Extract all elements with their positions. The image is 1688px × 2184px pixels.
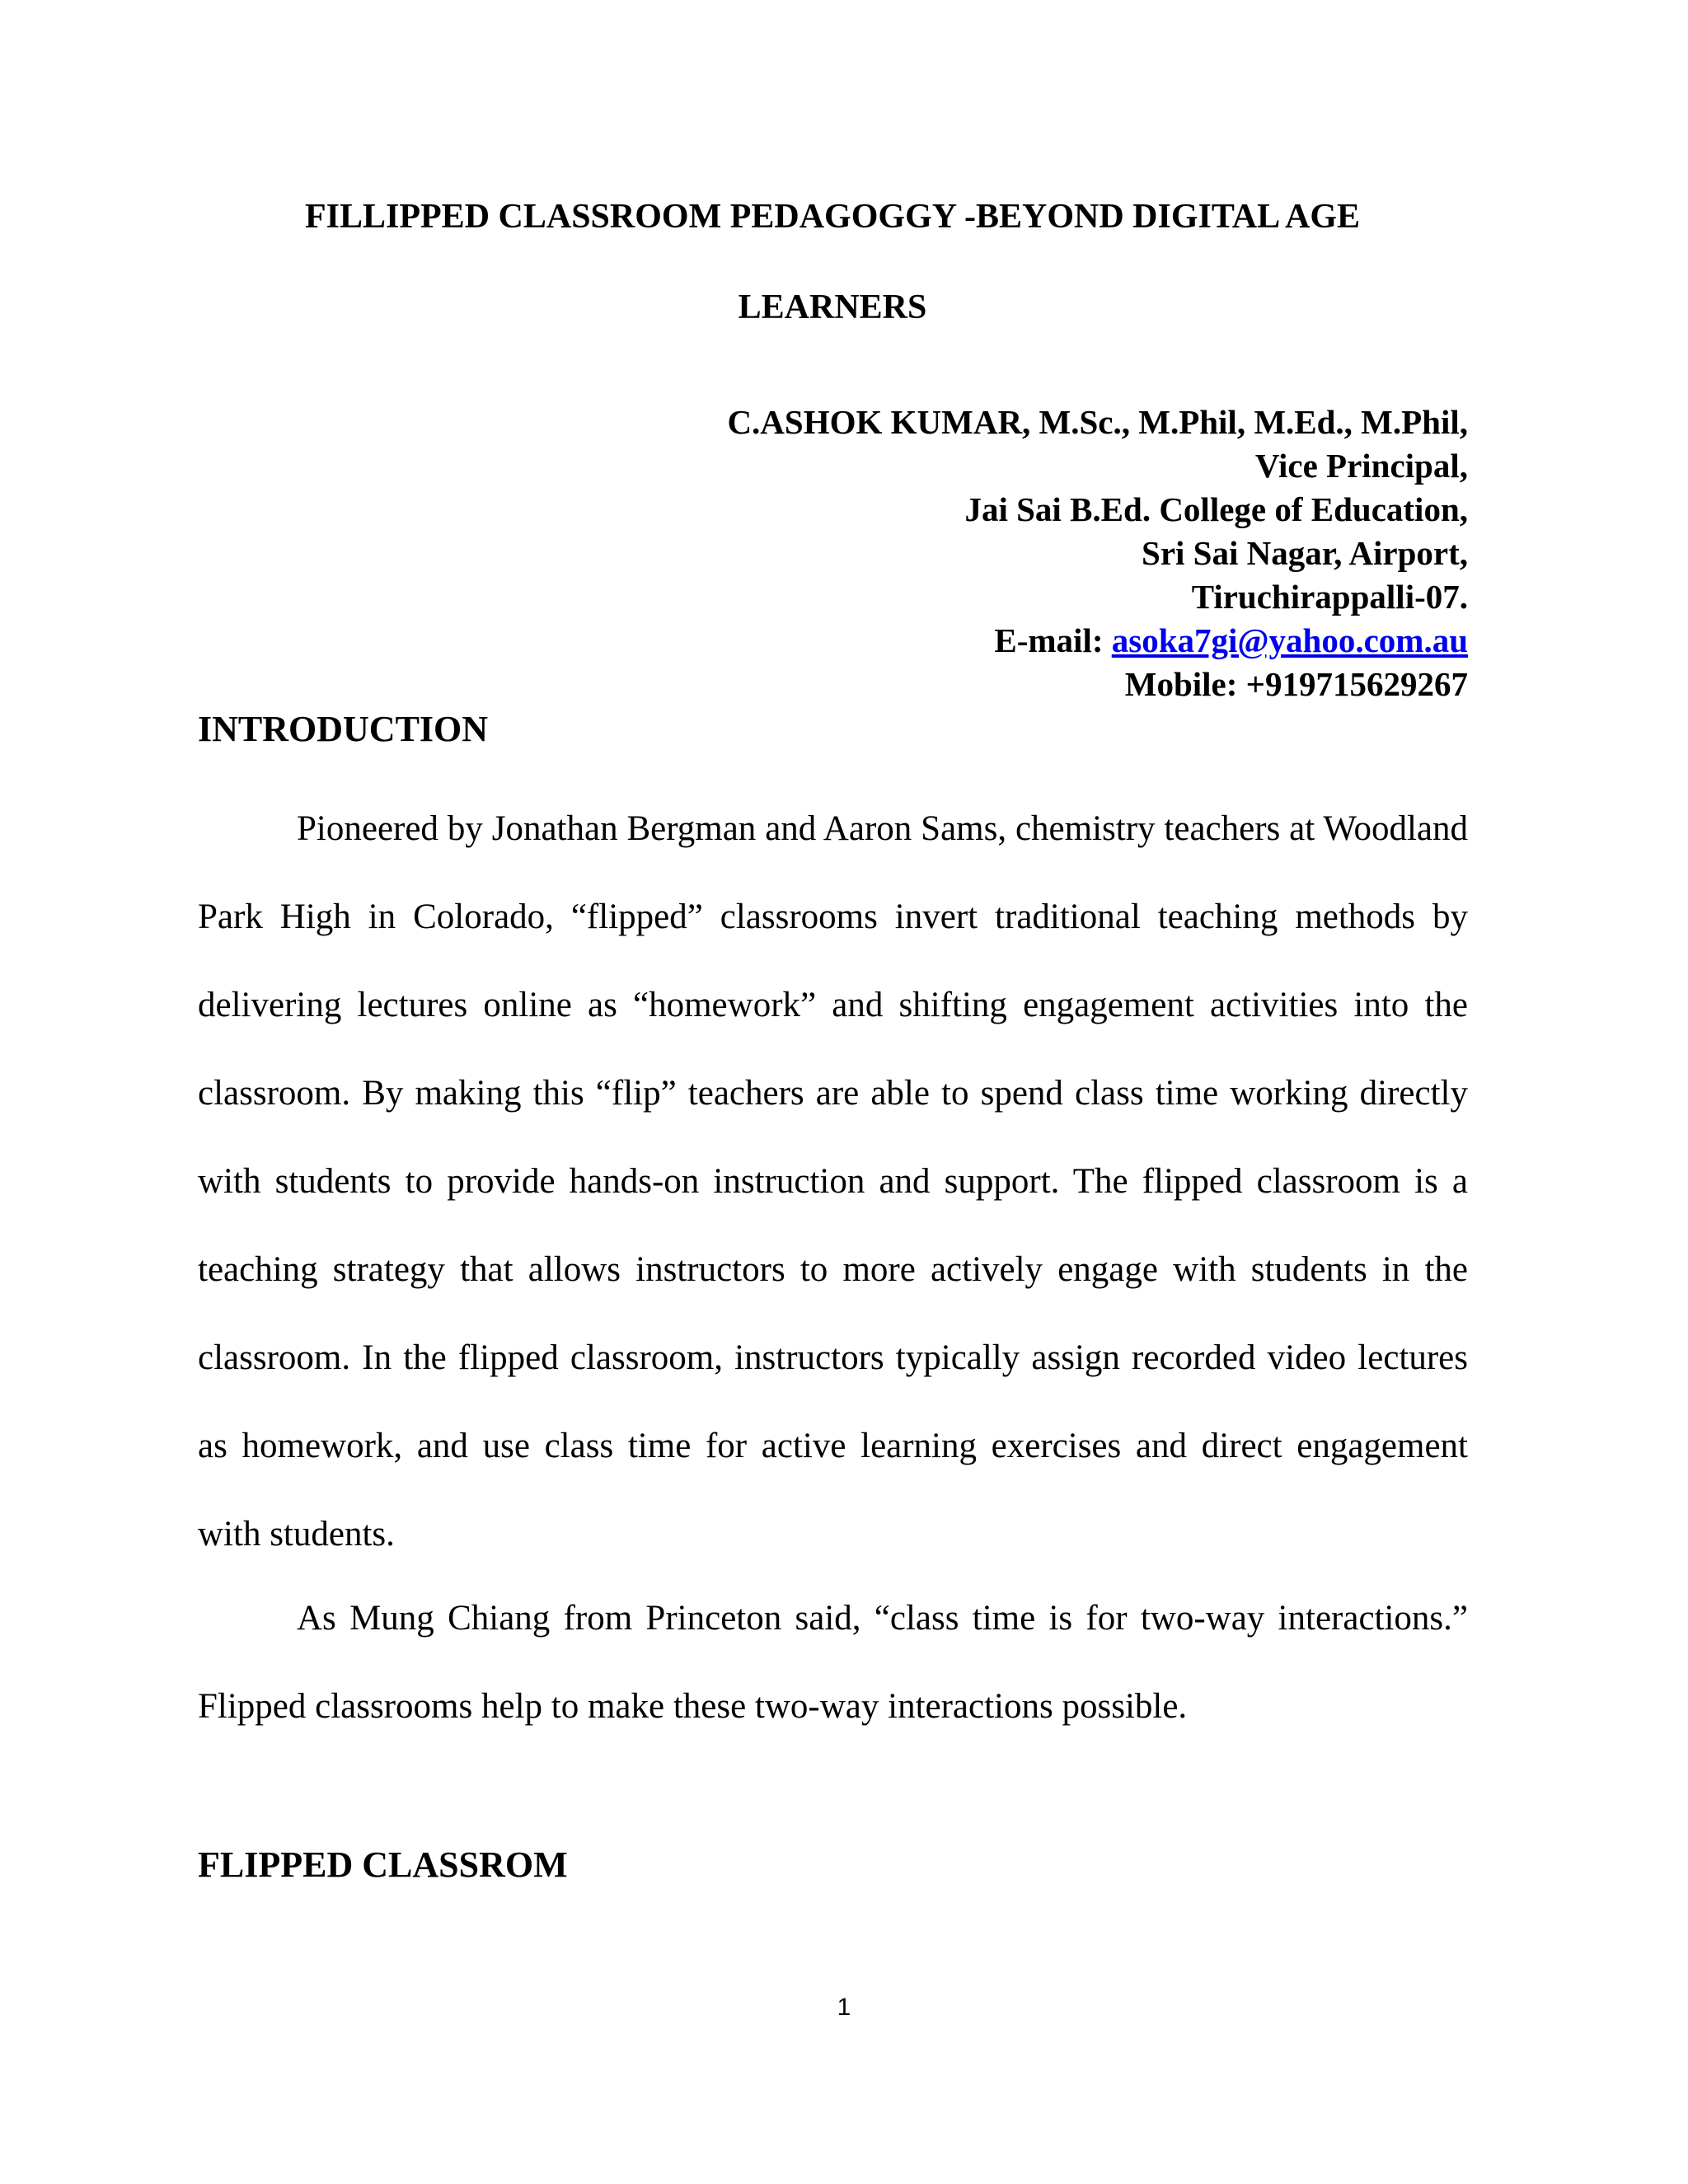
author-address-line-1: Sri Sai Nagar, Airport, [1142,534,1468,572]
author-position: Vice Principal, [1254,447,1468,485]
title-line-1: FILLIPPED CLASSROOM PEDAGOGGY -BEYOND DIGITAL AGE [305,198,1360,236]
author-block [727,401,1468,706]
author-email-line [727,619,1468,663]
email-label: E-mail: [994,621,1112,659]
author-name: C.ASHOK KUMAR, M.Sc., M.Phil, M.Ed., M.Phil, [727,403,1468,441]
author-mobile: Mobile: +919715629267 [1124,665,1468,703]
email-link[interactable]: asoka7gi@yahoo.com.au [1111,621,1468,659]
flipped-classroom-heading: FLIPPED CLASSROM [198,1844,568,1885]
intro-paragraph-2: As Mung Chiang from Princeton said, “class time is for two-way interactions.” Flipped classrooms help to make these two-way interactions possible. [198,1599,1468,1726]
introduction-heading: INTRODUCTION [198,709,489,749]
page-number: 1 [837,1994,851,2021]
intro-paragraph-1: Pioneered by Jonathan Bergman and Aaron Sams, chemistry teachers at Woodland Park High in Colorado, “flipped” classrooms invert traditional teaching methods by delivering lectures online as “homework” and shifting engagement activities into the classroom. By making this “flip” teachers are able to spend class time working directly with students to provide hands-on instruction and support. The flipped classroom is a teaching strategy that allows instructors to more actively engage with students in the classroom. In the flipped classroom, instructors typically assign recorded video lectures as homework, and use class time for active learning exercises and direct engagement with students. [198,809,1468,1554]
title-line-2: LEARNERS [738,288,927,326]
author-institution: Jai Sai B.Ed. College of Education, [964,490,1468,528]
author-address-line-2: Tiruchirappalli-07. [1191,578,1468,616]
